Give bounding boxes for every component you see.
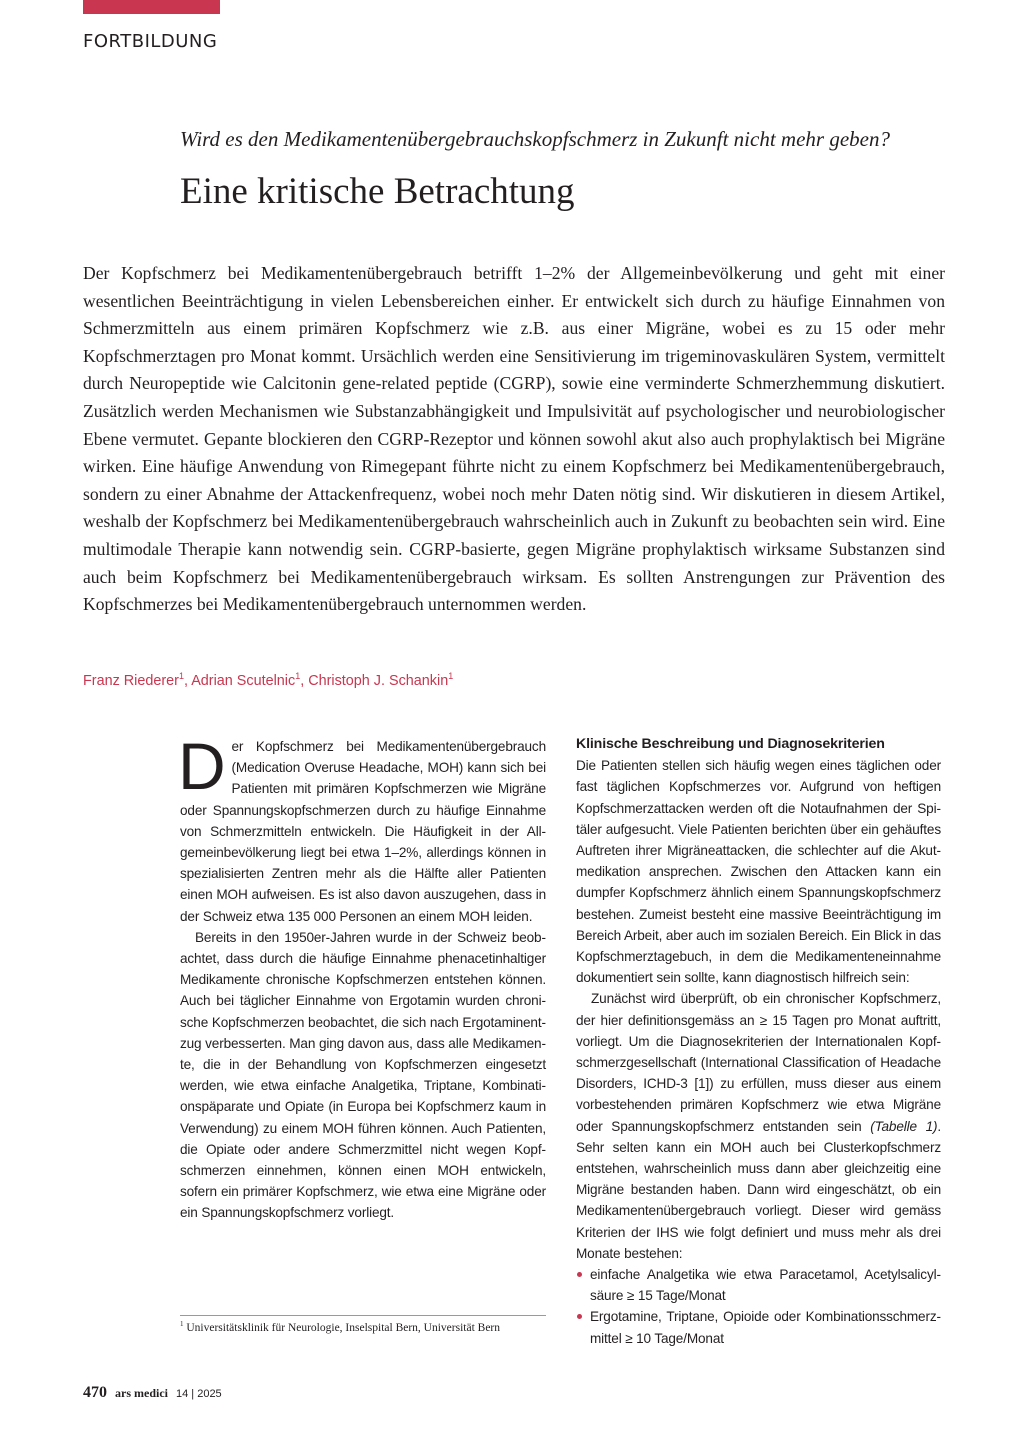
author-list — [83, 671, 453, 689]
body-column-right — [576, 734, 941, 1349]
article-kicker: Wird es den Medikamentenübergebrauchskopfschmerz in Zukunft nicht mehr geben? — [180, 127, 890, 151]
abstract: Der Kopfschmerz bei Medikamentenübergebrauch betrifft 1–2% der Allgemeinbevölkerung und geht mit einer wesentlichen Beeinträchtigung in vielen Lebensbereichen einher. Er entwickelt sich durch zu häufige Einnahmen von Schmerzmitteln aus einem primären Kopfschmerz wie z.B. aus einer Migräne, wobei es zu 15 oder mehr Kopfschmerztagen pro Monat kommt. Ursächlich werden eine Sensitivierung im trigeminovaskulären System, vermittelt durch Neuropeptide wie Calcitonin gene-related peptide (CGRP), sowie eine verminderte Schmerzhemmung diskutiert. Zusätzlich werden Mechanismen wie Substanzabhängigkeit und Impulsivität auf psychologischer und neurobiologischer Ebene vermutet. Gepante blockieren den CGRP-Rezeptor und können sowohl akut also auch prophylaktisch bei Migräne wirken. Eine häufige Anwendung von Rimegepant führte nicht zu einem Kopfschmerz bei Medikamentenübergebrauch, sondern zu einer Abnahme der Attackenfrequenz, wobei noch mehr Daten nötig sind. Wir diskutieren in diesem Artikel, weshalb der Kopfschmerz bei Medikamentenübergebrauch wahrscheinlich auch in Zukunft zu beobachten sein wird. Eine multimodale Therapie kann notwendig sein. CGRP-basierte, gegen Migräne prophylaktisch wirksame Substanzen sind auch beim Kopfschmerz bei Medikamentenübergebrauch wirksam. Es sollten Anstrengungen zur Prävention des Kopfschmerzes bei Medikamentenübergebrauch unternommen werden. — [83, 263, 945, 615]
author-affiliation-mark: 1 — [448, 671, 454, 681]
body-paragraph — [576, 988, 941, 1264]
journal-name: ars medici — [115, 1386, 168, 1400]
affiliation-footnote — [180, 1320, 500, 1334]
footnote-mark: 1 — [180, 1320, 184, 1328]
table-reference: (Tabelle 1) — [870, 1118, 938, 1134]
paragraph-text: Zunächst wird überprüft, ob ein chronischer Kopfschmerz, der hier definitionsgemäss an ≥ 15 Tagen pro Monat auftritt, vorliegt. Um die Diagnosekriterien der Internationalen Kopfschmerzgesellschaft (International Classification of Headache Disorders, ICHD-3 [1]) zu erfüllen, muss dieser aus einem vorbestehenden primären Kopfschmerz wie etwa Migräne oder Spannungskopfschmerz entstanden sein — [576, 991, 941, 1134]
page-footer — [83, 1384, 222, 1402]
criteria-list-item: einfache Analgetika wie etwa Paracetamol, Acetylsalicylsäure ≥ 15 Tage/Monat — [576, 1264, 941, 1306]
footnote-divider — [180, 1315, 546, 1316]
author-affiliation-mark: 1 — [295, 671, 301, 681]
page-number: 470 — [83, 1384, 107, 1401]
article-title: Eine kritische Betrachtung — [180, 171, 575, 212]
body-paragraph: Die Patienten stellen sich häufig wegen eines täglichen oder fast täglichen Kopfschmerzes vor. Aufgrund von heftigen Kopfschmerzattacken werden oft die Notaufnahmen der Spitäler aufgesucht. Viele Patienten berichten über ein gehäuftes Auftreten ihrer Migräneattacken, die schlechter auf die Akutmedikation ansprechen. Zwischen den Attacken kann ein dumpfer Kopfschmerz ähnlich einem Spannungskopfschmerz bestehen. Zumeist besteht eine massive Beeinträchtigung im Bereich Arbeit, aber auch im sozialen Bereich. Ein Blick in das Kopfschmerztagebuch, in dem die Medikamenteneinnahme dokumentiert sein sollte, kann diagnostisch hilfreich sein: — [576, 758, 941, 986]
body-paragraph: Bereits in den 1950er-Jahren wurde in der Schweiz beobachtet, dass durch die häufige Einnahme phenacetinhaltiger Medikamente chronische Kopfschmerzen entstehen können. Auch bei täglicher Einnahme von Ergotamin wurden chronische Kopfschmerzen beobachtet, die sich nach Ergotaminentzug verbesserten. Man ging davon aus, dass alle Medikamente, die in der Behandlung von Kopfschmerzen eingesetzt werden, wie etwa einfache Analgetika, Triptane, Kombinationspäparate und Opiate (in Europa bei Kopfschmerz kaum in Verwendung) zu einem MOH führen können. Auch Patienten, die Opiate oder andere Schmerzmittel nicht wegen Kopfschmerzen einnehmen, können einen MOH entwickeln, sofern ein primärer Kopfschmerz, wie etwa eine Migräne oder ein Spannungskopfschmerz vorliegt. — [180, 929, 546, 1221]
paragraph-text: . Sehr selten kann ein MOH auch bei Clusterkopfschmerz entstehen, wahrscheinlich muss dann aber gleichzeitig eine Migräne bestanden haben. Dann wird eingeschätzt, ob ein Medikamentenübergebrauch vorliegt. Dieser wird gemäss Kriterien der IHS wie folgt definiert und muss mehr als drei Monate bestehen: — [576, 1118, 941, 1261]
author-name: Franz Riederer — [83, 672, 179, 689]
author-separator: , — [300, 672, 309, 689]
criteria-list — [576, 1264, 941, 1349]
drop-cap: D — [178, 729, 226, 803]
issue-number: 14 | 2025 — [176, 1388, 222, 1400]
body-column-left — [178, 729, 546, 1224]
section-label: FORTBILDUNG — [83, 31, 218, 52]
author-affiliation-mark: 1 — [178, 671, 184, 681]
section-heading: Klinische Beschreibung und Diagnosekriterien — [576, 736, 885, 752]
author-name: Adrian Scutelnic — [191, 672, 296, 689]
top-accent-bar — [83, 0, 220, 14]
intro-paragraph-text: er Kopfschmerz bei Medikamentenübergebrauch (Medication Overuse Headache, MOH) kann sich bei Patienten mit primären Kopfschmerzen wie Migräne oder Spannungskopfschmerzen durch zu häufige Einnahme von Schmerzmitteln entwickeln. Die Häufigkeit in der Allgemeinbevölkerung liegt bei etwa 1–2%, allerdings können in spezialisierten Zentren mehr als die Hälfte aller Patienten einen MOH aufweisen. Es ist also davon auszugehen, dass in der Schweiz etwa 135 000 Personen an einem MOH leiden. — [180, 739, 546, 924]
footnote-text: Universitätsklinik für Neurologie, Inselspital Bern, Universität Bern — [186, 1321, 501, 1334]
author-separator: , — [184, 672, 192, 689]
intro-paragraph — [178, 729, 546, 927]
criteria-list-item: Ergotamine, Triptane, Opioide oder Kombinationsschmerzmittel ≥ 10 Tage/Monat — [576, 1306, 941, 1348]
author-name: Christoph J. Schankin — [308, 672, 449, 689]
